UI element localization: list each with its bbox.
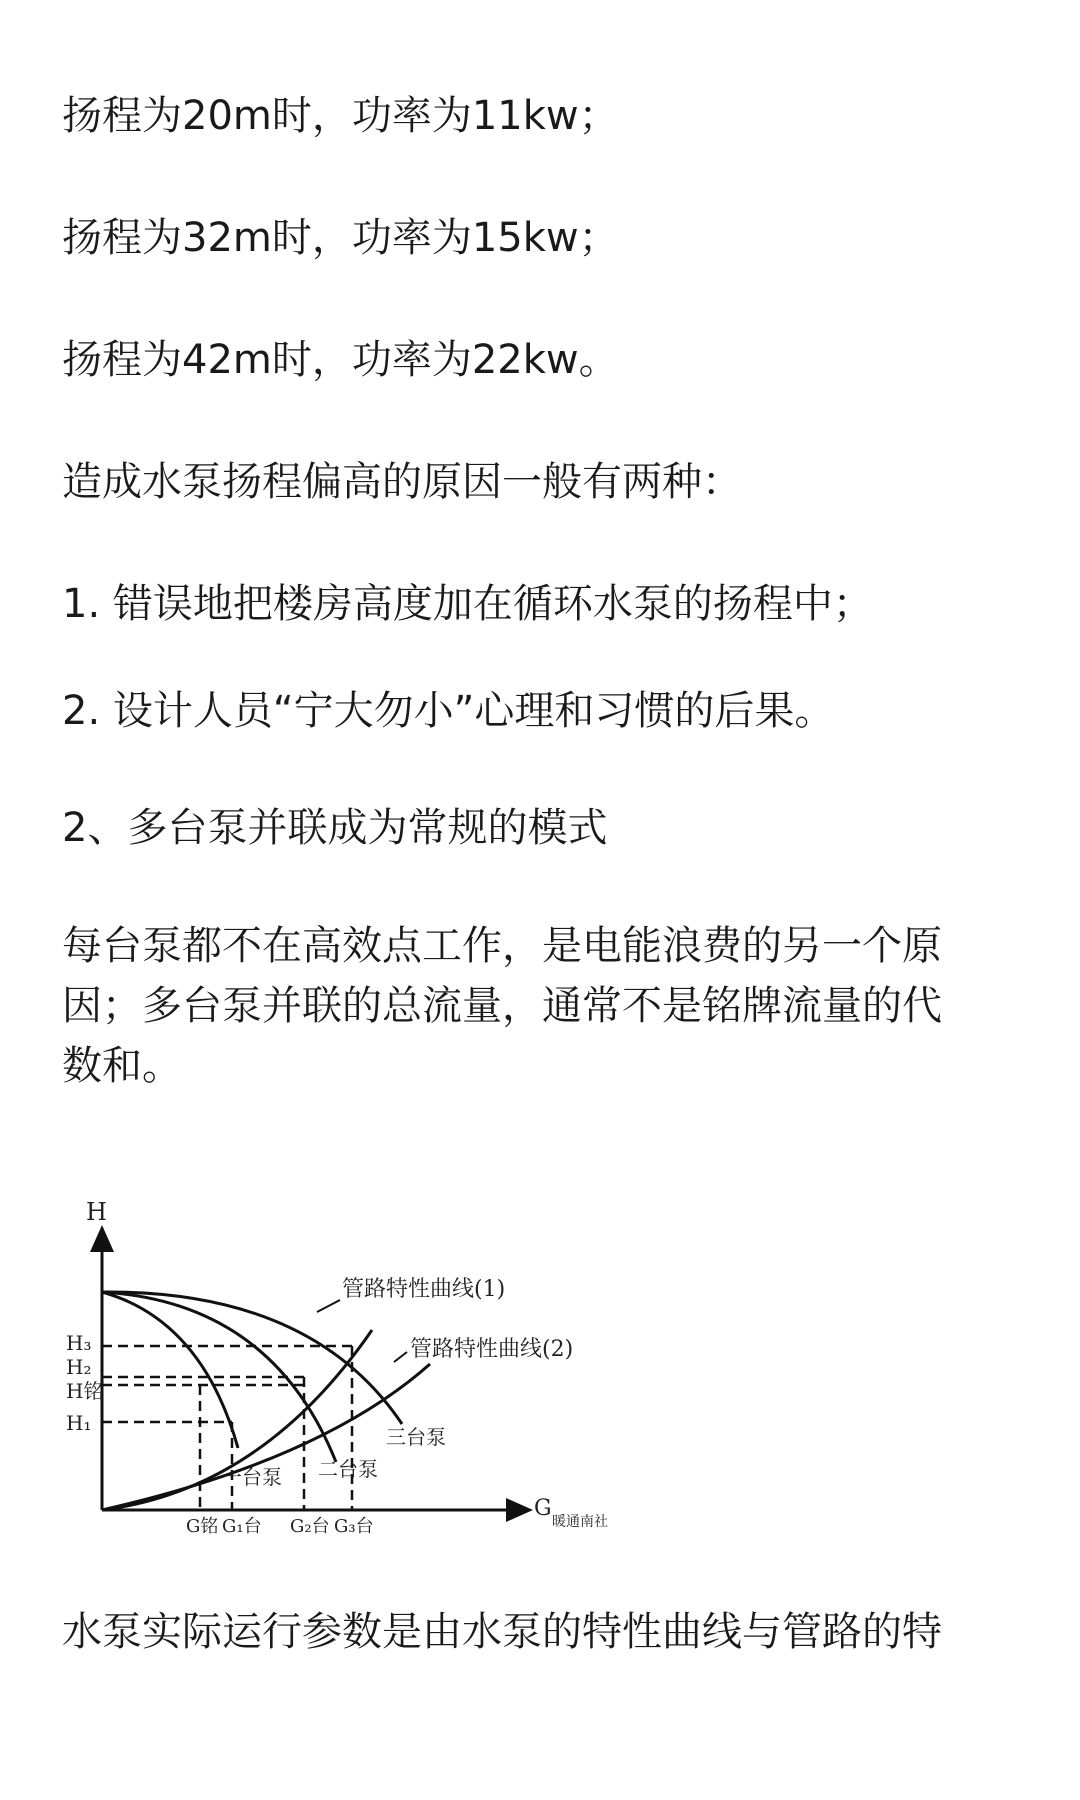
axis-label-g: G (534, 1496, 552, 1521)
text-line-operation-params: 水泵实际运行参数是由水泵的特性曲线与管路的特 (62, 1609, 942, 1655)
paragraph-line: 因；多台泵并联的总流量，通常不是铭牌流量的代 (62, 983, 942, 1029)
h-label-h1: H₁ (66, 1411, 92, 1435)
reasons-intro: 造成水泵扬程偏高的原因一般有两种： (62, 459, 742, 505)
paragraph-line: 数和。 (62, 1043, 182, 1089)
text-line-head-32m: 扬程为32m时，功率为15kw； (62, 215, 619, 261)
reason-2: 2. 设计人员“宁大勿小”心理和习惯的后果。 (62, 688, 835, 734)
label-pump-three: 三台泵 (386, 1425, 446, 1449)
h-label-hrated: H铭 (66, 1379, 104, 1403)
pump-curve-one (102, 1292, 238, 1448)
axis-label-h: H (86, 1198, 107, 1226)
text-line-head-42m: 扬程为42m时，功率为22kw。 (62, 337, 619, 383)
text-line-head-20m: 扬程为20m时，功率为11kw； (62, 93, 619, 139)
h-label-h2: H₂ (66, 1355, 92, 1379)
reason-1: 1. 错误地把楼房高度加在循环水泵的扬程中； (62, 581, 873, 627)
pump-pipe-characteristic-figure (62, 1190, 662, 1550)
g-label-g3: G₃台 (334, 1516, 374, 1537)
g-label-g2: G₂台 (290, 1516, 330, 1537)
paragraph-line: 每台泵都不在高效点工作，是电能浪费的另一个原 (62, 923, 942, 969)
label-pump-one: 一台泵 (222, 1465, 282, 1489)
label-pipe-curve-2: 管路特性曲线(2) (410, 1337, 574, 1362)
label-pipe-curve-1: 管路特性曲线(1) (342, 1277, 506, 1302)
watermark-text: 暖通南社 (552, 1514, 608, 1530)
h-label-h3: H₃ (66, 1331, 92, 1355)
label-pump-two: 二台泵 (318, 1457, 378, 1481)
section-heading-parallel-pumps: 2、多台泵并联成为常规的模式 (62, 805, 608, 851)
g-label-g1: G₁台 (222, 1516, 262, 1537)
paragraph-parallel-efficiency (62, 916, 1032, 1096)
g-label-grated: G铭 (186, 1516, 219, 1537)
leader-line-2 (394, 1352, 407, 1362)
leader-line-1 (317, 1300, 340, 1312)
